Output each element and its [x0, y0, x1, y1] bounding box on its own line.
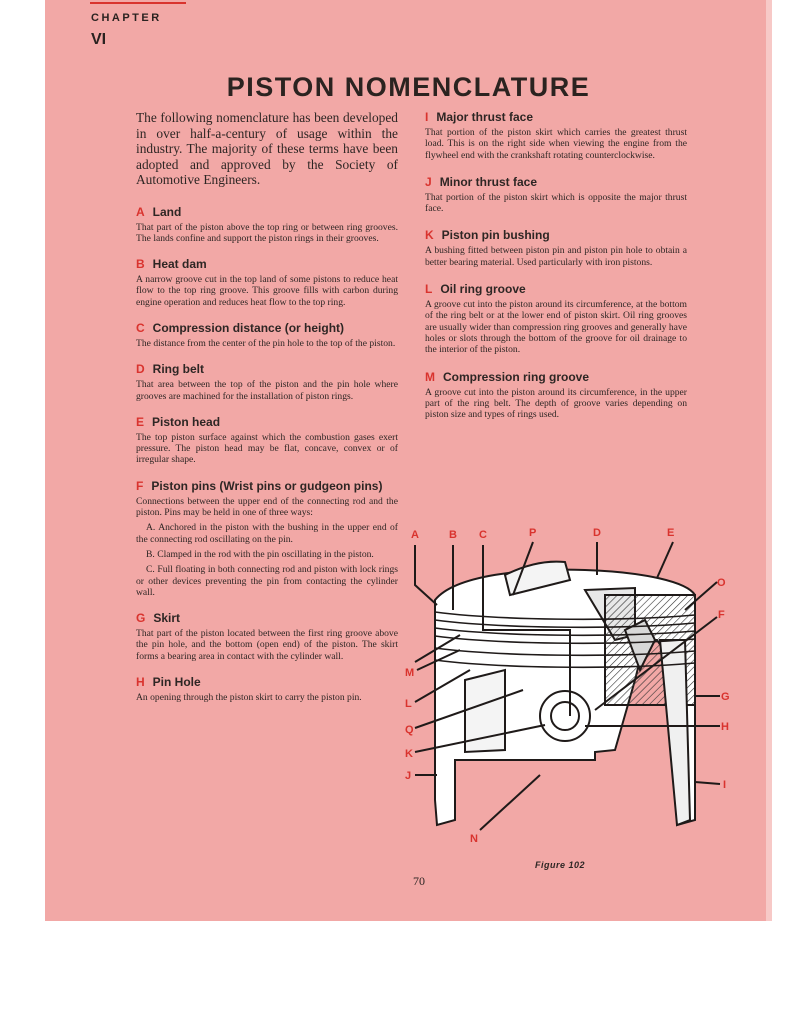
term-ring-belt [136, 362, 398, 402]
callout-p: P [529, 527, 537, 539]
page-edge [766, 0, 772, 921]
chapter-number: VI [91, 31, 107, 48]
term-sub-item: C. Full floating in both connecting rod and piston with lock rings or other devices preventing the pin from contacting the cylinder wall. [136, 564, 398, 598]
callout-h: H [721, 721, 729, 733]
page-number: 70 [413, 874, 425, 888]
term-name: Pin Hole [152, 675, 201, 690]
callout-j: J [405, 770, 412, 782]
term-letter: A [136, 204, 145, 219]
page-title: PISTON NOMENCLATURE [226, 72, 591, 102]
term-letter: I [425, 110, 429, 124]
term-body: A narrow groove cut in the top land of some pistons to reduce heat flow to the top ring groove. This groove fills with carbon during engine operation and reduces heat flow to the top ring. [136, 274, 398, 308]
callout-g: G [721, 691, 730, 703]
term-land [136, 205, 398, 245]
term-letter: G [136, 611, 146, 626]
term-body: A bushing fitted between piston pin and piston pin hole to obtain a better bearing material. Used particularly with iron pistons. [425, 245, 687, 268]
callout-l: L [405, 698, 412, 710]
term-name: Major thrust face [436, 110, 534, 124]
term-name: Oil ring groove [440, 282, 526, 297]
term-body: That part of the piston above the top ring or between ring grooves. The lands confine and support the piston rings in their grooves. [136, 221, 398, 244]
term-name: Skirt [153, 611, 181, 626]
term-letter: C [136, 320, 145, 335]
term-letter: B [136, 257, 145, 272]
callout-q: Q [405, 724, 414, 736]
term-letter: J [425, 174, 432, 189]
term-oil-ring-groove [425, 282, 687, 355]
term-body: A groove cut into the piston around its circumference, at the bottom of the ring belt or at the lower end of piston skirt. Oil ring grooves are usually wider than compression ring grooves and generally have holes or slots through the bottom of the groove for oil drainage to the interior of the piston. [425, 299, 687, 356]
term-major-thrust-face [425, 110, 687, 161]
chapter-rule [90, 2, 186, 4]
term-sub-item: B. Clamped in the rod with the pin oscillating in the piston. [146, 548, 374, 560]
term-body: That portion of the piston skirt which carries the greatest thrust load. This is on the right side when viewing the engine from the flywheel end with the crankshaft rotating counterclockwise. [425, 127, 687, 161]
callout-a: A [411, 529, 419, 541]
left-column [136, 110, 398, 716]
callout-n: N [470, 833, 478, 845]
term-minor-thrust-face [425, 175, 687, 215]
callout-i: I [723, 779, 727, 791]
term-body: Connections between the upper end of the connecting rod and the piston. Pins may be held in one of three ways: [136, 495, 398, 519]
term-name: Minor thrust face [439, 174, 538, 189]
term-body: That part of the piston located between the first ring groove above the pin hole, and the bottom (open end) of the piston. The skirt forms a bearing area in contact with the cylinder wall. [136, 628, 398, 662]
callout-d: D [593, 527, 601, 539]
term-piston-pins [136, 479, 398, 598]
right-column [425, 110, 687, 434]
term-body: The top piston surface against which the combustion gases exert pressure. The piston head may be flat, concave, convex or of irregular shape. [136, 431, 398, 466]
term-letter: H [136, 675, 145, 690]
term-body: The distance from the center of the pin hole to the top of the piston. [136, 337, 396, 349]
callout-f: F [718, 609, 725, 621]
term-body: An opening through the piston skirt to carry the piston pin. [136, 692, 362, 704]
term-compression-ring-groove [425, 370, 687, 421]
callout-b: B [449, 529, 457, 541]
callout-m: M [405, 667, 415, 679]
term-piston-head [136, 415, 398, 466]
term-skirt [136, 611, 398, 662]
figure-caption: Figure 102 [535, 860, 586, 870]
term-letter: E [136, 414, 145, 429]
term-letter: M [425, 369, 435, 384]
piston-body [435, 562, 695, 825]
term-sub-item: A. Anchored in the piston with the bushing in the upper end of the connecting rod oscillating on the pin. [136, 522, 398, 545]
term-name: Compression distance (or height) [152, 320, 345, 335]
callout-o: O [717, 577, 726, 589]
term-body: That area between the top of the piston and the pin hole where grooves are machined for the installation of piston rings. [136, 379, 398, 402]
term-piston-pin-bushing [425, 228, 687, 268]
chapter-label: CHAPTER [91, 12, 162, 24]
term-heat-dam [136, 257, 398, 308]
term-letter: K [425, 228, 434, 243]
term-letter: F [136, 478, 144, 493]
callout-e: E [667, 527, 675, 539]
intro-paragraph: The following nomenclature has been developed in over half-a-century of usage within the industry. The majority of these terms have been adopted and approved by the Society of Automotive Engineers. [136, 110, 398, 187]
term-body: That portion of the piston skirt which is opposite the major thrust face. [425, 191, 687, 215]
term-name: Compression ring groove [443, 369, 590, 384]
term-name: Ring belt [152, 362, 204, 377]
term-name: Heat dam [152, 257, 207, 272]
term-letter: L [425, 282, 433, 297]
piston-diagram [395, 520, 740, 850]
term-name: Land [152, 204, 182, 219]
term-name: Piston head [152, 414, 221, 429]
term-name: Piston pins (Wrist pins or gudgeon pins) [151, 478, 383, 493]
term-body: A groove cut into the piston around its circumference, in the upper part of the ring belt. The depth of groove varies depending on piston size and types of rings used. [425, 386, 687, 421]
term-pin-hole [136, 675, 398, 703]
term-name: Piston pin bushing [441, 228, 550, 243]
callout-k: K [405, 748, 413, 760]
term-letter: D [136, 362, 145, 377]
callout-c: C [479, 529, 487, 541]
term-compression-distance [136, 321, 398, 349]
